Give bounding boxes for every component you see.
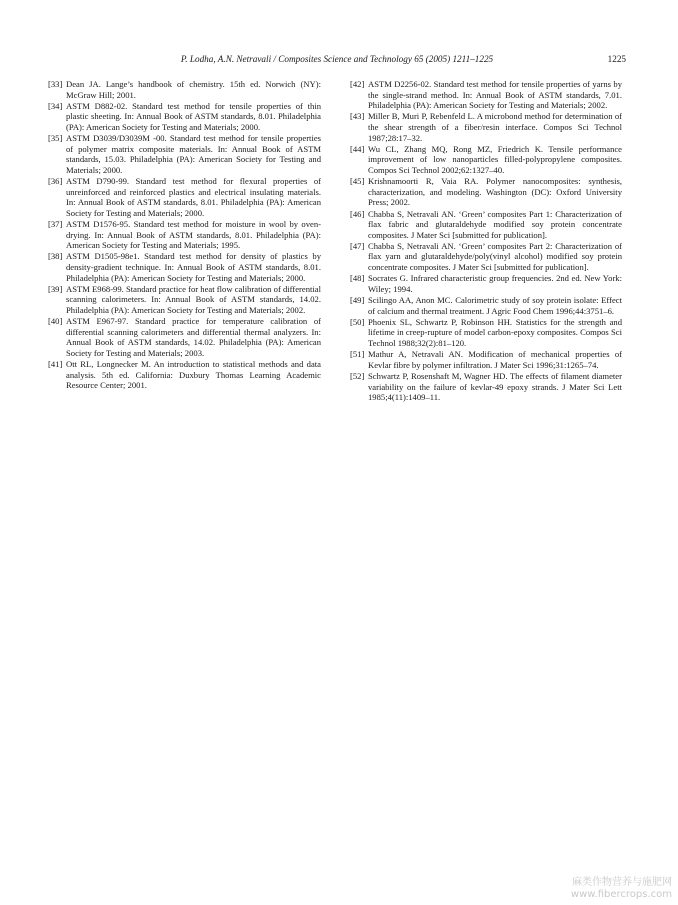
reference-44 [350, 144, 622, 176]
references-column-right [350, 79, 622, 403]
references-column-left [48, 79, 321, 392]
reference-text: ASTM E967-97. Standard practice for temperature calibration of differential scanning calorimeters and differential thermal analyzers. In: Annual Book of ASTM standards, 14.02. Philadelphia (PA): American Society for Testing and Materials; 2003. [66, 316, 321, 358]
page-number: 1225 [607, 54, 626, 64]
reference-number: [44] [350, 143, 365, 154]
reference-number: [41] [48, 359, 63, 370]
reference-text: ASTM D882-02. Standard test method for tensile properties of thin plastic sheeting. In: Annual Book of ASTM standards, 8.01. Philadelphia (PA): American Society for Testing and Materials; 2000. [66, 100, 321, 132]
reference-text: Wu CL, Zhang MQ, Rong MZ, Friedrich K. Tensile performance improvement of low nanoparticles filled-polypropylene composites. Compos Sci Technol 2002;62:1327–40. [368, 143, 622, 175]
reference-number: [39] [48, 283, 63, 294]
reference-50 [350, 317, 622, 349]
reference-number: [36] [48, 176, 63, 187]
reference-41 [48, 359, 321, 391]
reference-text: ASTM D790-99. Standard test method for flexural properties of unreinforced and reinforced plastics and electrical insulating materials. In: Annual Book of ASTM standards, 8.01. Philadelphia (PA): American Society for Testing and Materials; 2000. [66, 176, 321, 218]
reference-text: Dean JA. Lange’s handbook of chemistry. 15th ed. Norwich (NY): McGraw Hill; 2001. [66, 79, 321, 100]
reference-36 [48, 176, 321, 218]
reference-number: [34] [48, 100, 63, 111]
reference-number: [51] [350, 349, 365, 360]
reference-text: ASTM D1505-98e1. Standard test method for density of plastics by density-gradient technique. In: Annual Book of ASTM standards, 8.01. Philadelphia (PA): American Society for Testing and Materials; 2000. [66, 251, 321, 283]
reference-number: [35] [48, 133, 63, 144]
reference-text: ASTM D1576-95. Standard test method for moisture in wool by oven-drying. In: Annual Book of ASTM standards, 8.01. Philadelphia (PA): American Society for Testing and Materials; 1995. [66, 219, 321, 251]
reference-42 [350, 79, 622, 111]
reference-number: [52] [350, 370, 365, 381]
reference-number: [38] [48, 251, 63, 262]
reference-number: [49] [350, 295, 365, 306]
reference-text: Krishnamoorti R, Vaia RA. Polymer nanocomposites: synthesis, characterization, and modeling. Washington (DC): Oxford University Press; 2002. [368, 176, 622, 208]
reference-text: Chabba S, Netravali AN. ‘Green’ composites Part 2: Characterization of flax yarn and glutaraldehyde/poly(vinyl alcohol) modified soy protein concentrate composites. J Mater Sci [submitted for publication]. [368, 240, 622, 273]
reference-text: Socrates G. Infrared characteristic group frequencies. 2nd ed. New York: Wiley; 1994. [368, 273, 622, 294]
reference-37 [48, 219, 321, 251]
reference-text: Mathur A, Netravali AN. Modification of mechanical properties of Kevlar fibre by polymer infiltration. J Mater Sci 1996;31:1265–74. [368, 349, 622, 370]
reference-48 [350, 273, 622, 294]
reference-number: [47] [350, 240, 365, 251]
reference-text: Schwartz P, Rosenshaft M, Wagner HD. The effects of filament diameter variability on the failure of kevlar-49 epoxy strands. J Mater Sci Lett 1985;4(11):1409–11. [368, 370, 622, 403]
reference-number: [42] [350, 79, 365, 89]
reference-text: Chabba S, Netravali AN. ‘Green’ composites Part 1: Characterization of flax fabric and glutaraldehyde modified soy protein concentrate composites. J Mater Sci [submitted for publication]. [368, 208, 622, 240]
reference-number: [40] [48, 316, 63, 327]
reference-45 [350, 176, 622, 208]
reference-49 [350, 295, 622, 316]
reference-number: [46] [350, 208, 365, 219]
reference-text: Miller B, Muri P, Rebenfeld L. A microbond method for determination of the shear strength of a fiber/resin interface. Compos Sci Technol 1987;28:17–32. [368, 111, 622, 143]
reference-38 [48, 251, 321, 283]
reference-number: [33] [48, 79, 63, 89]
reference-43 [350, 111, 622, 143]
reference-46 [350, 209, 622, 241]
reference-52 [350, 371, 622, 403]
reference-number: [50] [350, 316, 365, 327]
reference-text: ASTM D3039/D3039M -00. Standard test method for tensile properties of polymer matrix composite materials. In: Annual Book of ASTM standards, 15.03. Philadelphia (PA): American Society for Testing and Materials; 2000. [66, 133, 321, 175]
reference-35 [48, 133, 321, 175]
reference-34 [48, 101, 321, 133]
reference-text: Phoenix SL, Schwartz P, Robinson HH. Statistics for the strength and lifetime in creep-rupture of model carbon-epoxy composites. Compos Sci Technol 1988;32(2):81–120. [368, 316, 622, 348]
reference-number: [37] [48, 219, 63, 230]
reference-40 [48, 316, 321, 358]
reference-text: Scilingo AA, Anon MC. Calorimetric study of soy protein isolate: Effect of calcium and thermal treatment. J Agric Food Chem 1996;44:3751–6. [368, 295, 622, 316]
reference-47 [350, 241, 622, 273]
running-title: P. Lodha, A.N. Netravali / Composites Science and Technology 65 (2005) 1211–1225 [180, 54, 494, 64]
reference-39 [48, 284, 321, 316]
watermark: 麻类作物营养与施肥网 www.fibercrops.com [570, 877, 672, 900]
reference-text: Ott RL, Longnecker M. An introduction to statistical methods and data analysis. 5th ed. California: Duxbury Thomas Learning Academic Resource Center; 2001. [66, 359, 321, 391]
reference-text: ASTM D2256-02. Standard test method for tensile properties of yarns by the single-strand method. In: Annual Book of ASTM standards, 7.01. Philadelphia (PA): American Society for Testing and Materials; 2002. [368, 79, 622, 111]
reference-number: [45] [350, 176, 365, 187]
reference-text: ASTM E968-99. Standard practice for heat flow calibration of differential scanning calorimeters. In: Annual Book of ASTM standards, 14.02. Philadelphia (PA): American Society for Testing and Materials; 2002. [66, 283, 321, 316]
reference-33 [48, 79, 321, 100]
reference-number: [43] [350, 111, 365, 122]
reference-51 [350, 349, 622, 370]
reference-number: [48] [350, 273, 365, 284]
